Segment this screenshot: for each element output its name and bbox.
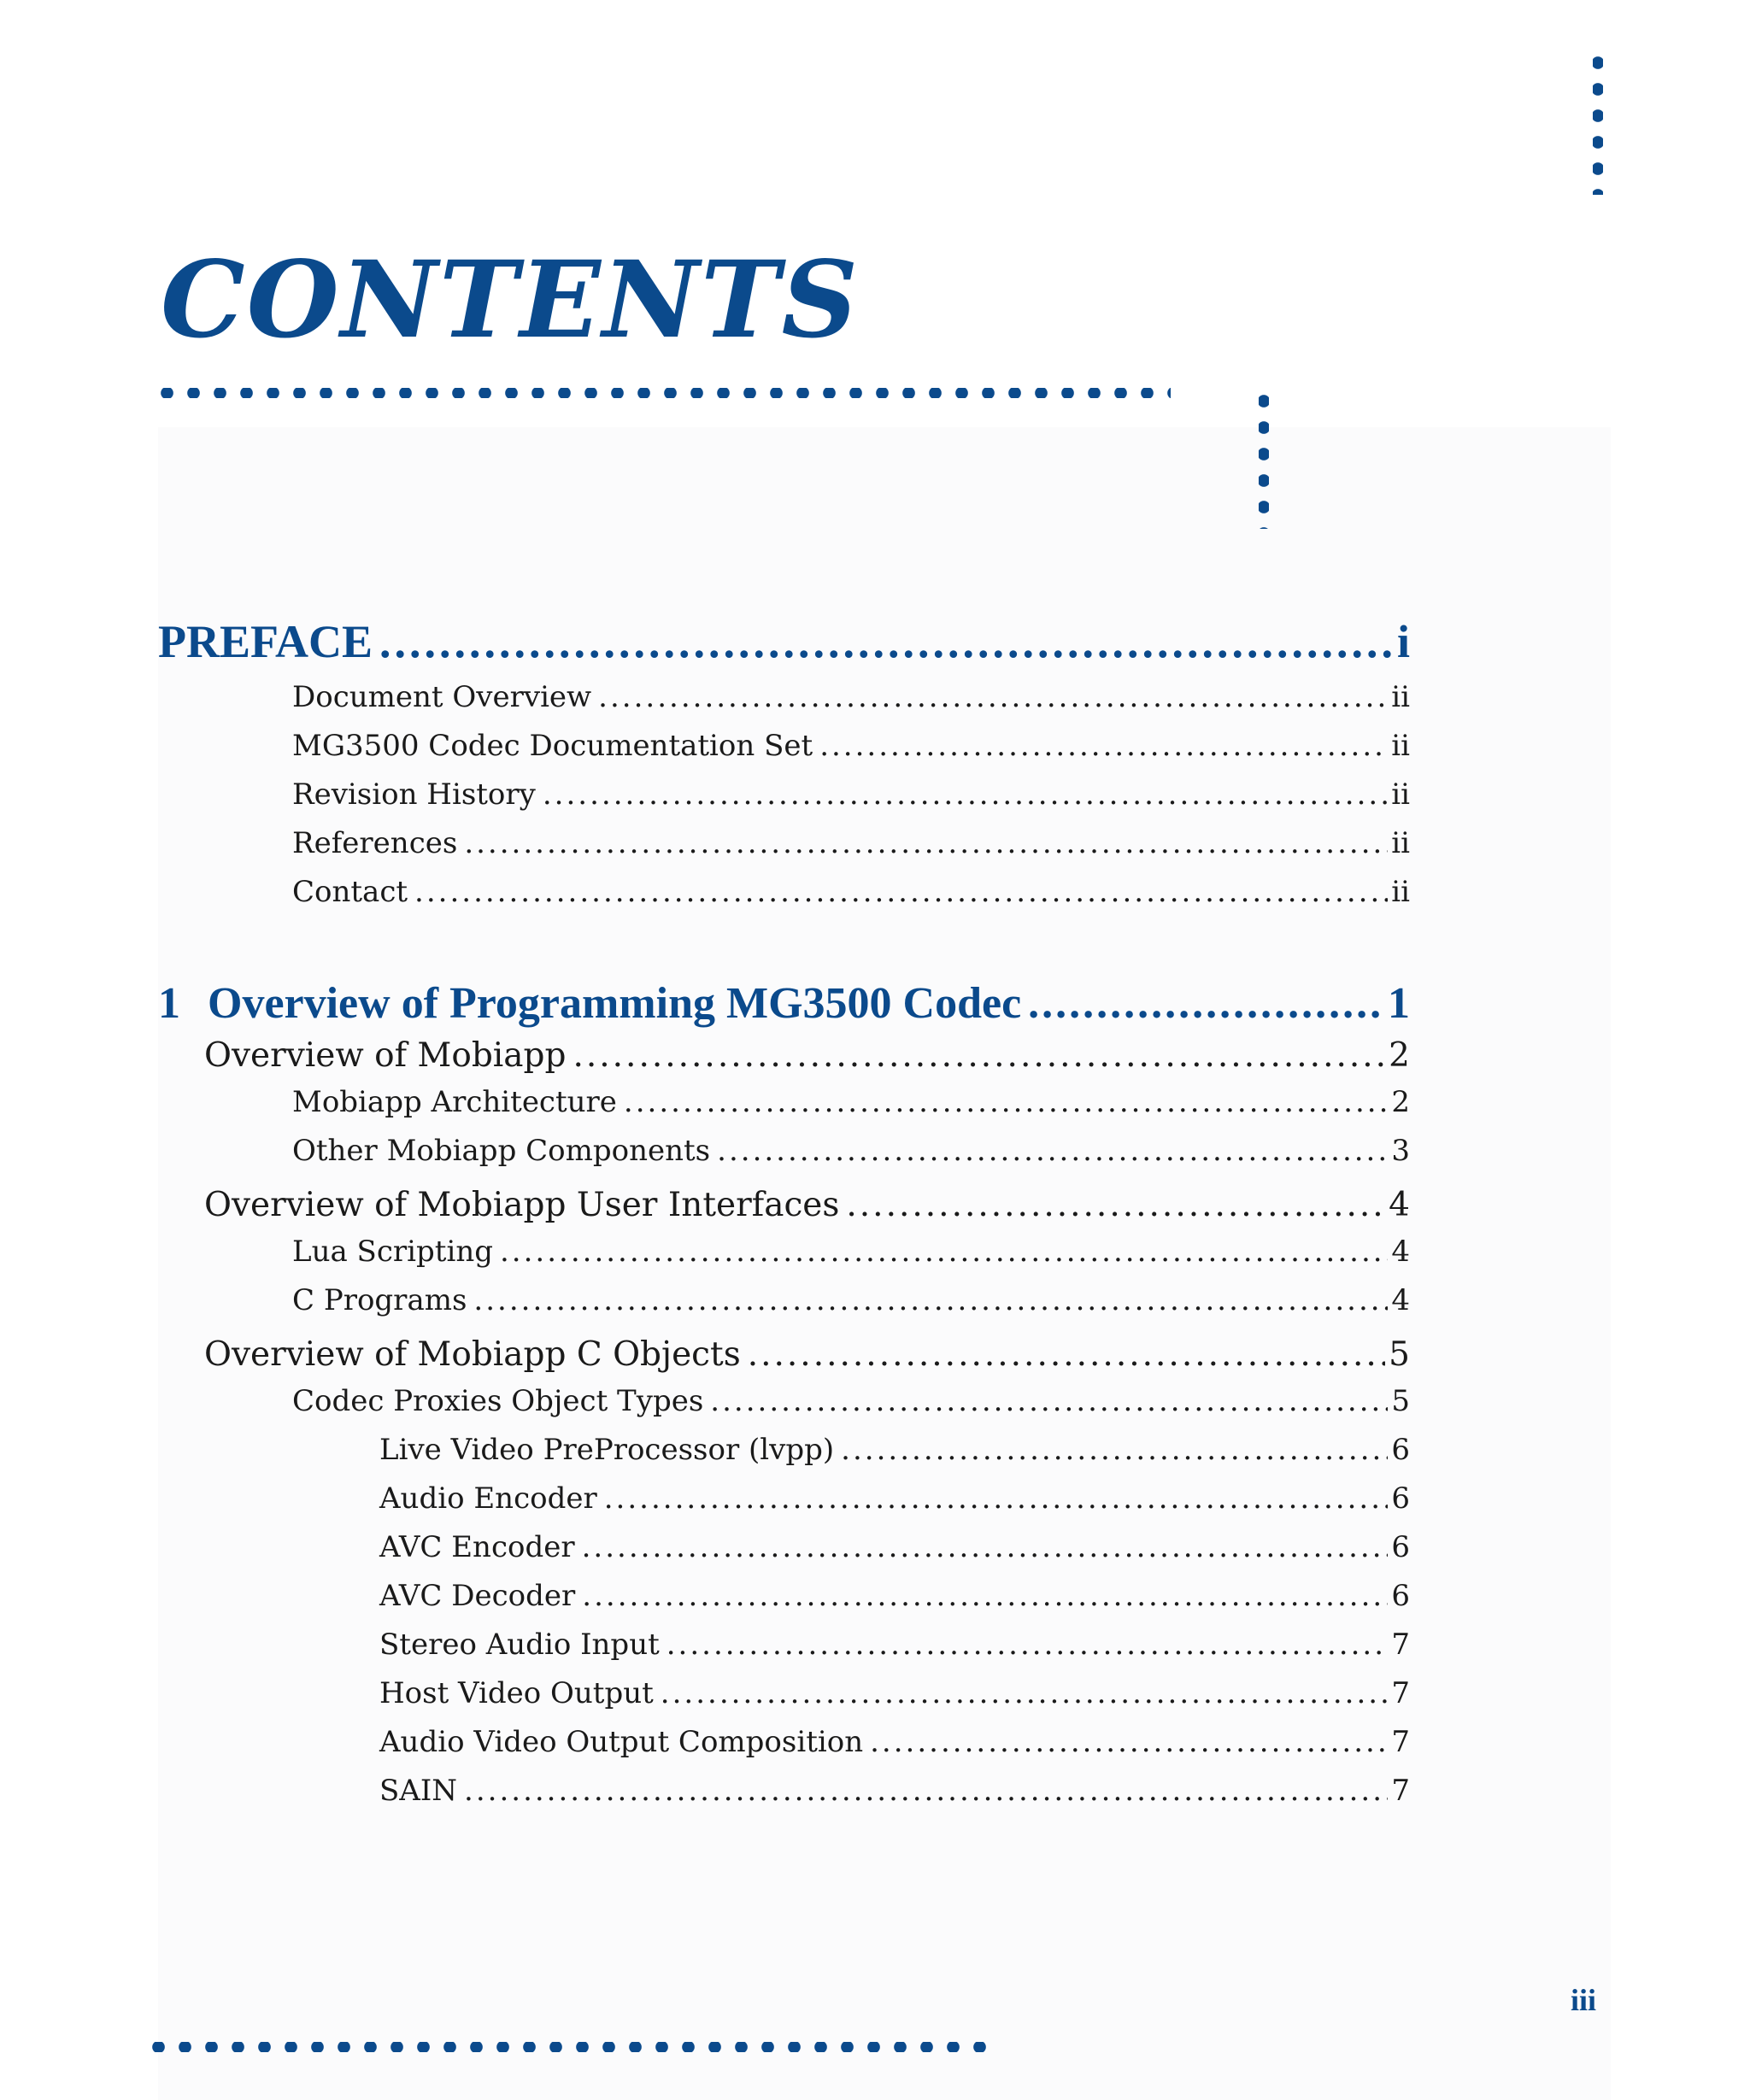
toc-page-number: 5 xyxy=(1391,1384,1410,1418)
toc-page-number: 7 xyxy=(1391,1725,1410,1759)
toc-entry[interactable] xyxy=(158,1530,1410,1579)
toc-entry[interactable] xyxy=(158,729,1410,777)
toc-page-number: 4 xyxy=(1389,1186,1410,1224)
toc-entry-label: Mobiapp Architecture xyxy=(292,1085,617,1119)
toc-entry-label: References xyxy=(292,826,458,860)
toc-dot-leader xyxy=(748,1335,1385,1374)
toc-entry[interactable] xyxy=(158,1085,1410,1134)
toc-entry[interactable] xyxy=(158,1774,1410,1822)
toc-entry-label: Codec Proxies Object Types xyxy=(292,1384,704,1418)
toc-entry[interactable] xyxy=(158,1725,1410,1774)
toc-entry[interactable] xyxy=(158,680,1410,729)
toc-dot-leader xyxy=(464,1774,1388,1808)
toc-page-number: ii xyxy=(1391,777,1410,812)
toc-entry[interactable] xyxy=(158,978,1410,1033)
toc-page-number: 2 xyxy=(1391,1085,1410,1119)
toc-page-number: 5 xyxy=(1389,1335,1410,1374)
toc-entry[interactable] xyxy=(158,1235,1410,1283)
toc-dot-leader xyxy=(661,1676,1389,1710)
toc-page-number: 3 xyxy=(1391,1134,1410,1168)
toc-dot-leader xyxy=(717,1134,1388,1168)
toc-entry[interactable] xyxy=(158,1481,1410,1530)
toc-entry-label: Live Video PreProcessor (lvpp) xyxy=(379,1433,835,1467)
toc-dot-leader xyxy=(543,777,1388,812)
toc-entry-label: C Programs xyxy=(292,1283,467,1317)
toc-entry[interactable] xyxy=(158,826,1410,875)
toc-entry[interactable] xyxy=(158,1283,1410,1332)
toc-entry-label: Contact xyxy=(292,875,408,909)
toc-entry[interactable] xyxy=(158,1579,1410,1628)
toc-entry-label: MG3500 Codec Documentation Set xyxy=(292,729,813,763)
toc-entry[interactable] xyxy=(158,1186,1410,1235)
toc-entry[interactable] xyxy=(158,1628,1410,1676)
toc-dot-leader xyxy=(846,1186,1385,1224)
toc-entry-label: Document Overview xyxy=(292,680,592,714)
toc-page-number: 6 xyxy=(1391,1433,1410,1467)
toc-entry-label: Audio Encoder xyxy=(379,1481,597,1516)
toc-dot-leader xyxy=(573,1036,1385,1075)
decorative-dots-top-right xyxy=(1593,50,1603,195)
toc-page-number: ii xyxy=(1391,729,1410,763)
toc-entry[interactable] xyxy=(158,875,1410,924)
toc-entry-label: Overview of Mobiapp xyxy=(204,1036,567,1075)
toc-page-number: 2 xyxy=(1389,1036,1410,1075)
toc-dot-leader xyxy=(473,1283,1388,1317)
toc-entry-label: Revision History xyxy=(292,777,536,812)
toc-page-number: 6 xyxy=(1391,1481,1410,1516)
toc-dot-leader xyxy=(598,680,1388,714)
toc-entry[interactable] xyxy=(158,1676,1410,1725)
toc-entry-label: PREFACE xyxy=(158,616,373,667)
toc-dot-leader xyxy=(500,1235,1388,1269)
page-title: CONTENTS xyxy=(161,238,860,362)
toc-dot-leader xyxy=(667,1628,1389,1662)
toc-entry-label: AVC Encoder xyxy=(379,1530,575,1564)
table-of-contents xyxy=(158,615,1410,1822)
toc-entry[interactable] xyxy=(158,777,1410,826)
toc-entry-label: SAIN xyxy=(379,1774,458,1808)
toc-page-number: i xyxy=(1396,616,1410,667)
toc-dot-leader xyxy=(710,1384,1388,1418)
toc-dot-leader xyxy=(582,1579,1388,1613)
toc-chapter-number: 1 xyxy=(158,979,180,1028)
toc-page-number: 1 xyxy=(1388,979,1410,1028)
toc-entry-label: Audio Video Output Composition xyxy=(379,1725,864,1759)
toc-dot-leader xyxy=(582,1530,1389,1564)
toc-page-number: 6 xyxy=(1391,1579,1410,1613)
toc-page-number: ii xyxy=(1391,875,1410,909)
toc-page-number: 6 xyxy=(1391,1530,1410,1564)
toc-entry-label: Host Video Output xyxy=(379,1676,654,1710)
toc-entry-label: AVC Decoder xyxy=(379,1579,576,1613)
toc-dot-leader xyxy=(464,826,1388,860)
toc-dot-leader xyxy=(841,1433,1388,1467)
toc-entry-label: Overview of Programming MG3500 Codec xyxy=(208,979,1022,1028)
toc-entry[interactable] xyxy=(158,615,1410,670)
toc-page-number: 7 xyxy=(1391,1628,1410,1662)
toc-entry[interactable] xyxy=(158,1335,1410,1384)
decorative-dots-footer xyxy=(145,2042,1000,2052)
toc-page-number: 7 xyxy=(1391,1676,1410,1710)
toc-dot-leader xyxy=(1028,978,1384,1029)
toc-dot-leader xyxy=(604,1481,1389,1516)
toc-entry[interactable] xyxy=(158,1134,1410,1182)
toc-page-number: ii xyxy=(1391,680,1410,714)
toc-dot-leader xyxy=(819,729,1388,763)
decorative-dots-vertical-mid xyxy=(1259,388,1269,529)
toc-dot-leader xyxy=(624,1085,1388,1119)
toc-page-number: 7 xyxy=(1391,1774,1410,1808)
toc-page-number: 4 xyxy=(1391,1283,1410,1317)
toc-entry-label: Overview of Mobiapp C Objects xyxy=(204,1335,741,1374)
toc-entry-label: Lua Scripting xyxy=(292,1235,493,1269)
toc-entry-label: Other Mobiapp Components xyxy=(292,1134,711,1168)
toc-entry[interactable] xyxy=(158,1036,1410,1085)
toc-entry[interactable] xyxy=(158,1433,1410,1481)
toc-entry[interactable] xyxy=(158,1384,1410,1433)
toc-page-number: 4 xyxy=(1391,1235,1410,1269)
toc-entry-label: Stereo Audio Input xyxy=(379,1628,660,1662)
toc-dot-leader xyxy=(870,1725,1388,1759)
toc-page-number: ii xyxy=(1391,826,1410,860)
toc-entry-label: Overview of Mobiapp User Interfaces xyxy=(204,1186,840,1224)
decorative-dots-under-title xyxy=(154,388,1171,398)
page-folio: iii xyxy=(1571,1983,1597,2017)
toc-dot-leader xyxy=(414,875,1388,909)
toc-dot-leader xyxy=(379,615,1394,668)
